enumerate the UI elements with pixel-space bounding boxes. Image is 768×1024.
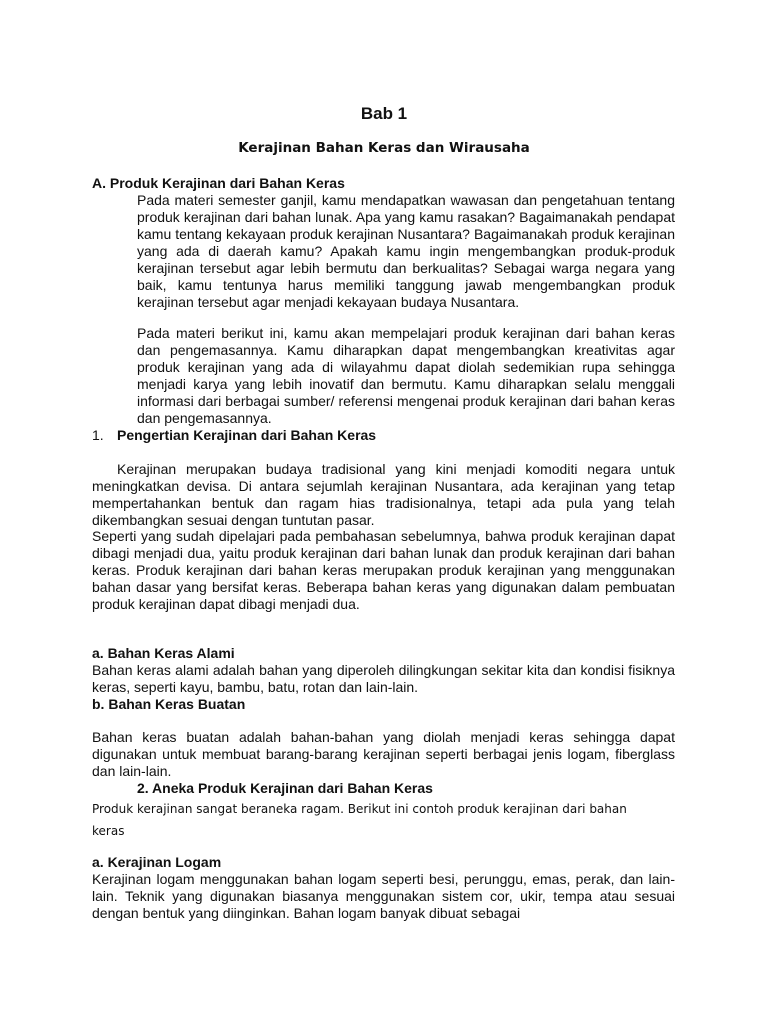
section-2-heading: 2. Aneka Produk Kerajinan dari Bahan Keras	[137, 780, 433, 796]
bahan-keras-alami-text: Bahan keras alami adalah bahan yang diperoleh dilingkungan sekitar kita dan kondisi fisiknya keras, seperti kayu, bambu, batu, rotan dan lain-lain.	[92, 662, 675, 695]
kerajinan-logam-text: Kerajinan logam menggunakan bahan logam seperti besi, perunggu, emas, perak, dan lain-lain. Teknik yang digunakan biasanya menggunakan sistem cor, ukir, tempa atau sesuai dengan bentuk yang diinginkan. Bahan logam banyak dibuat sebagai	[92, 871, 675, 921]
chapter-subtitle: Kerajinan Bahan Keras dan Wirausaha	[238, 140, 530, 156]
bahan-keras-buatan-heading: b. Bahan Keras Buatan	[92, 696, 246, 712]
section-1-number: 1.	[92, 427, 104, 443]
bahan-keras-alami-heading: a. Bahan Keras Alami	[92, 645, 235, 661]
section-2-intro: Produk kerajinan sangat beraneka ragam. Berikut ini contoh produk kerajinan dari bahan keras	[92, 802, 627, 838]
chapter-title: Bab 1	[360, 104, 408, 123]
section-1-heading: Pengertian Kerajinan dari Bahan Keras	[117, 427, 377, 443]
section-a-paragraph-1: Pada materi semester ganjil, kamu mendapatkan wawasan dan pengetahuan tentang produk kerajinan dari bahan lunak. Apa yang kamu rasakan? Bagaimanakah pendapat kamu tentang kekayaan produk kerajinan Nusantara? Bagaimanakah produk kerajinan yang ada di daerah kamu? Apakah kamu ingin mengembangkan produk-produk kerajinan tersebut agar lebih bermutu dan berkualitas? Sebagai warga negara yang baik, kamu tentunya harus memiliki tanggung jawab mengembangkan produk kerajinan tersebut agar menjadi kekayaan budaya Nusantara.	[137, 192, 675, 310]
section-1-paragraph-1: Kerajinan merupakan budaya tradisional yang kini menjadi komoditi negara untuk meningkatkan devisa. Di antara sejumlah kerajinan Nusantara, ada kerajinan yang tetap mempertahankan bentuk dan ragam hias tradisionalnya, tetapi ada pula yang telah dikembangkan sesuai dengan tuntutan pasar.	[92, 461, 675, 528]
section-a-paragraph-2: Pada materi berikut ini, kamu akan mempelajari produk kerajinan dari bahan keras dan pengemasannya. Kamu diharapkan dapat mengembangkan kreativitas agar produk kerajinan yang ada di wilayahmu dapat diolah sedemikian rupa sehingga menjadi karya yang lebih inovatif dan bermutu. Kamu diharapkan selalu menggali informasi dari berbagai sumber/ referensi mengenai produk kerajinan dari bahan keras dan pengemasannya.	[137, 325, 675, 426]
section-1-paragraph-2: Seperti yang sudah dipelajari pada pembahasan sebelumnya, bahwa produk kerajinan dapat dibagi menjadi dua, yaitu produk kerajinan dari bahan lunak dan produk kerajinan dari bahan keras. Produk kerajinan dari bahan keras merupakan produk kerajinan yang menggunakan bahan dasar yang bersifat keras. Beberapa bahan keras yang digunakan dalam pembuatan produk kerajinan dapat dibagi menjadi dua.	[92, 528, 675, 612]
bahan-keras-buatan-text: Bahan keras buatan adalah bahan-bahan yang diolah menjadi keras sehingga dapat digunakan untuk membuat barang-barang kerajinan seperti berbagai jenis logam, fiberglass dan lain-lain.	[92, 729, 675, 779]
section-a-heading: A. Produk Kerajinan dari Bahan Keras	[92, 175, 345, 191]
kerajinan-logam-heading: a. Kerajinan Logam	[92, 854, 222, 870]
